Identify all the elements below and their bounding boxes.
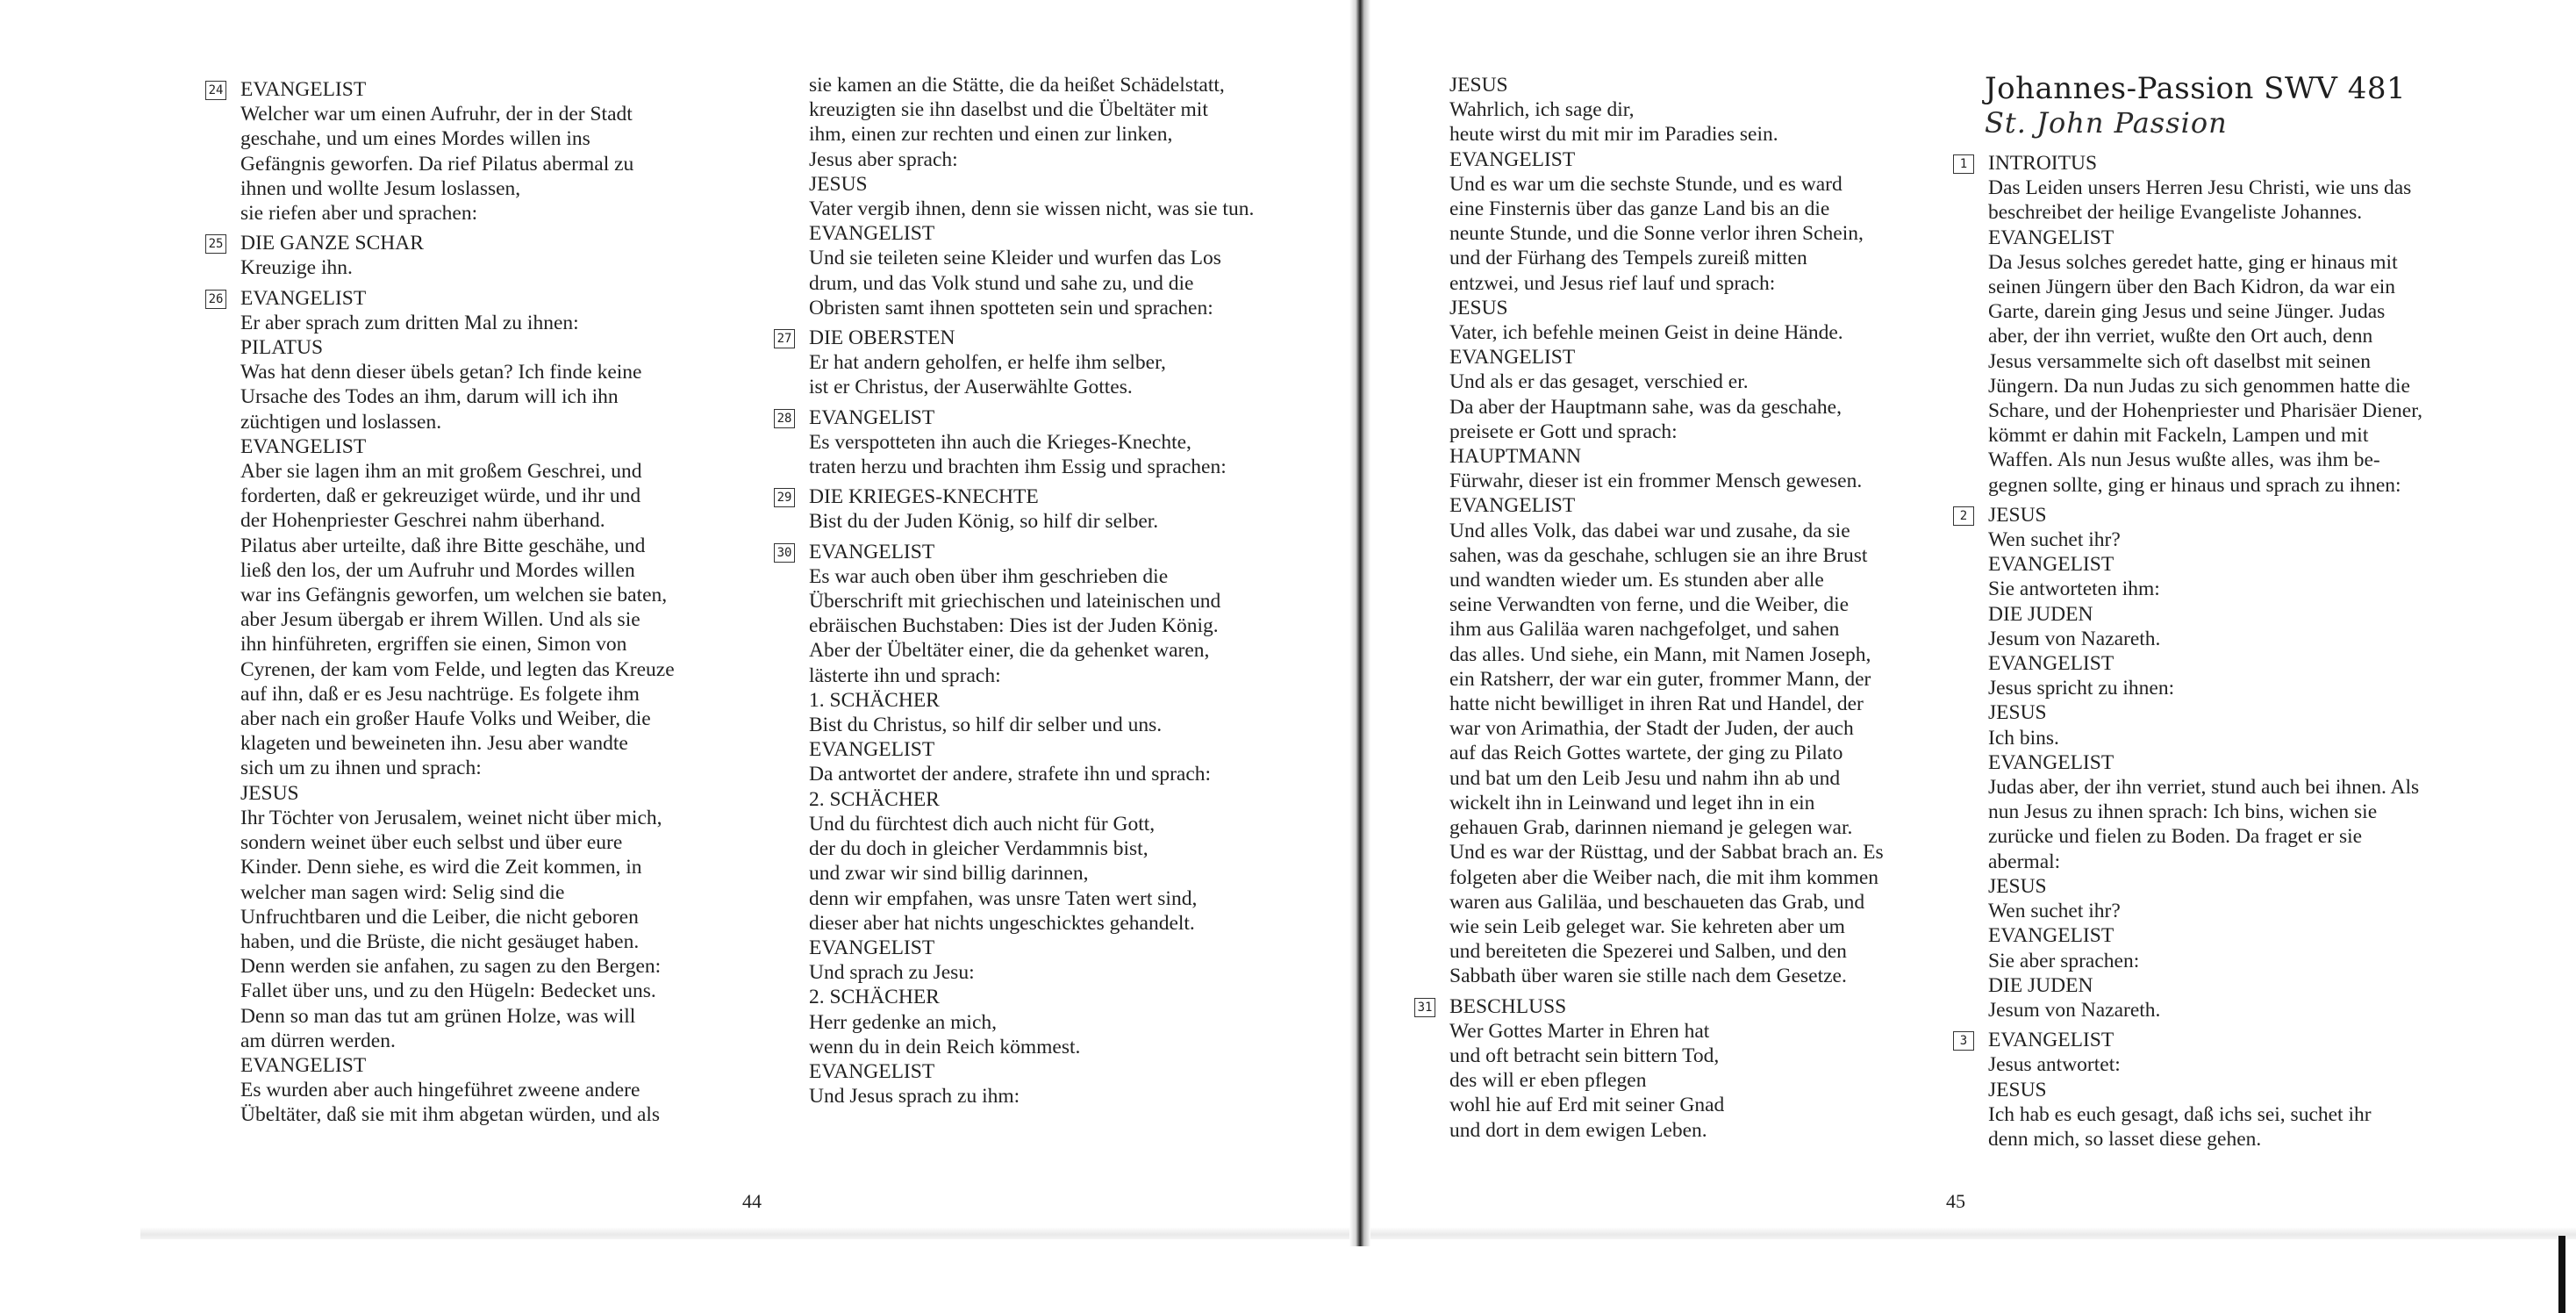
book-gutter (1349, 0, 1370, 1246)
text-line: Schare, und der Hohenpriester und Pharisäer Diener, (1988, 399, 2422, 423)
text-line: Garte, darein ging Jesus und seine Jünger. Judas (1988, 300, 2386, 324)
section-number-box: 24 (205, 81, 226, 100)
text-line: wenn du in dein Reich kömmest. (809, 1035, 1081, 1058)
text-line: Es wurden aber auch hingeführet zweene andere (240, 1079, 640, 1102)
text-line: Jesum von Nazareth. (1988, 998, 2161, 1022)
text-line: waren aus Galiläa, und beschaueten das Grab, und (1449, 890, 1865, 914)
text-line: wickelt ihn in Leinwand und leget ihn in ein (1449, 791, 1815, 814)
text-line: Wer Gottes Marter in Ehren hat (1449, 1019, 1710, 1043)
text-line: JESUS (809, 172, 868, 196)
text-line: EVANGELIST (809, 405, 935, 429)
section-number-box: 26 (205, 290, 226, 309)
text-line: kreuzigten sie ihn daselbst und die Übeltäter mit (809, 98, 1208, 122)
text-line: neunte Stunde, und die Sonne verlor ihren Schein, (1449, 222, 1864, 246)
text-line: ihm, einen zur rechten und einen zur linken, (809, 123, 1173, 147)
text-line: ihnen und wollte Jesum loslassen, (240, 176, 521, 200)
continuation-section (805, 73, 1306, 320)
text-line: Bist du der Juden König, so hilf dir selber. (809, 510, 1159, 534)
text-line: EVANGELIST (1449, 494, 1576, 518)
text-line: Da aber der Hauptmann sahe, was da geschahe, (1449, 395, 1842, 419)
section-number-box: 1 (1953, 154, 1974, 174)
text-line: war von Arimathia, der Stadt der Juden, der auch (1449, 717, 1854, 741)
numbered-section-29 (776, 484, 1306, 534)
text-line: der Hohenpriester Geschrei nahm überhand. (240, 509, 605, 533)
text-line: Da antwortet der andere, strafete ihn und sprach: (809, 763, 1212, 786)
text-line: Aber sie lagen ihm an mit großem Geschrei, und (240, 460, 642, 484)
text-line: JESUS (1988, 503, 2047, 527)
text-line: hatte nicht bewilliget in ihren Rat und Handel, der (1449, 692, 1864, 716)
text-line: EVANGELIST (1988, 652, 2114, 676)
text-line: sie riefen aber und sprachen: (240, 202, 478, 226)
text-line: JESUS (1988, 874, 2047, 898)
text-line: wie sein Leib geleget war. Sie kehreten aber um (1449, 915, 1845, 938)
text-line: und der Fürhang des Tempels zureiß mitten (1449, 247, 1807, 270)
text-line: EVANGELIST (240, 78, 367, 101)
text-line: Vater vergib ihnen, denn sie wissen nicht, was sie tun. (809, 197, 1255, 221)
section-number-box: 30 (774, 543, 795, 563)
numbered-section-24 (208, 77, 746, 226)
text-line: EVANGELIST (1988, 226, 2114, 249)
text-line: Jüngern. Da nun Judas zu sich genommen hatte die (1988, 374, 2410, 398)
text-line: EVANGELIST (1988, 553, 2114, 577)
text-line: ihm aus Galiläa waren nachgefolget, und sahen (1449, 618, 1840, 642)
text-line: aber nach ein großer Haufe Volks und Weiber, die (240, 707, 651, 731)
section-number-box: 2 (1953, 506, 1974, 526)
text-line: Vater, ich befehle meinen Geist in deine Hände. (1449, 321, 1843, 345)
text-line: Kreuzige ihn. (240, 256, 353, 280)
text-line: ist er Christus, der Auserwählte Gottes. (809, 376, 1133, 399)
text-line: Ich bins. (1988, 726, 2059, 750)
text-line: Er aber sprach zum dritten Mal zu ihnen: (240, 311, 579, 334)
text-line: forderten, daß er gekreuziget würde, und ihr und (240, 484, 641, 508)
text-line: nun Jesus zu ihnen sprach: Ich bins, wichen sie (1988, 800, 2378, 824)
scan-edge-mark (2558, 1236, 2565, 1313)
section-number-box: 27 (774, 329, 795, 348)
text-line: geschahe, und um eines Mordes willen ins (240, 127, 590, 151)
text-line: DIE JUDEN (1988, 973, 2093, 997)
text-line: welcher man sagen wird: Selig sind die (240, 880, 565, 904)
text-line: JESUS (1988, 701, 2047, 725)
text-line: wohl hie auf Erd mit seiner Gnad (1449, 1094, 1725, 1117)
text-line: DIE OBERSTEN (809, 326, 955, 350)
text-line: Und alles Volk, das dabei war und zusahe, da sie (1449, 519, 1850, 542)
text-line: Ihr Töchter von Jerusalem, weinet nicht über mich, (240, 806, 662, 829)
text-line: Kinder. Denn siehe, es wird die Zeit kommen, in (240, 856, 642, 879)
text-line: Und sprach zu Jesu: (809, 961, 975, 985)
text-line: ebräischen Buchstaben: Dies ist der Juden König. (809, 614, 1219, 638)
text-line: DIE KRIEGES-KNECHTE (809, 485, 1039, 509)
text-line: beschreibet der heilige Evangeliste Johannes. (1988, 201, 2363, 225)
text-line: EVANGELIST (809, 222, 935, 246)
text-line: traten herzu und brachten ihm Essig und sprachen: (809, 456, 1227, 479)
section-number-box: 31 (1414, 998, 1435, 1017)
text-line: das alles. Und siehe, ein Mann, mit Namen Joseph, (1449, 642, 1871, 666)
text-line: Wen suchet ihr? (1988, 900, 2121, 923)
right-page-column-2 (1959, 151, 2537, 1157)
text-line: am dürren werden. (240, 1029, 396, 1052)
text-line: Es verspotteten ihn auch die Krieges-Knechte, (809, 430, 1191, 454)
section-number-box: 3 (1953, 1031, 1974, 1051)
page-number-right: 45 (1946, 1190, 1965, 1212)
text-line: züchtigen und loslassen. (240, 410, 442, 434)
work-title: Johannes-Passion SWV 481 (1985, 71, 2407, 106)
text-line: DIE JUDEN (1988, 602, 2093, 626)
text-line: Das Leiden unsers Herren Jesu Christi, wie uns das (1988, 176, 2412, 200)
text-line: Sie antworteten ihm: (1988, 578, 2160, 601)
text-line: sahen, was da geschahe, schlugen sie an ihre Brust (1449, 543, 1868, 567)
text-line: auf ihn, daß er es Jesu nachtrüge. Es folgete ihm (240, 682, 640, 706)
text-line: 2. SCHÄCHER (809, 787, 940, 811)
text-line: HAUPTMANN (1449, 445, 1582, 469)
numbered-section-3 (1959, 1028, 2537, 1152)
text-line: denn mich, so lasset diese gehen. (1988, 1127, 2262, 1151)
text-line: der du doch in gleicher Verdammnis bist, (809, 837, 1148, 861)
section-number-box: 29 (774, 488, 795, 507)
text-line: ließ den los, der um Aufruhr und Mordes willen (240, 558, 635, 582)
text-line: Was hat denn dieser übels getan? Ich finde keine (240, 361, 642, 384)
text-line: dieser aber hat nichts ungeschicktes gehandelt. (809, 911, 1195, 935)
text-line: Es war auch oben über ihm geschrieben die (809, 564, 1169, 588)
text-line: EVANGELIST (809, 540, 935, 563)
text-line: Ursache des Todes an ihm, darum will ich ihn (240, 385, 619, 409)
numbered-section-1 (1959, 151, 2537, 498)
text-line: denn wir empfahen, was unsre Taten wert sind, (809, 886, 1198, 910)
text-line: EVANGELIST (240, 434, 367, 458)
text-line: Obristen samt ihnen spotteten sein und sprachen: (809, 296, 1213, 319)
text-line: DIE GANZE SCHAR (240, 232, 424, 255)
text-line: und wandten wieder um. Es stunden aber alle (1449, 569, 1824, 592)
text-line: aber Jesum übergab er ihrem Willen. Und als sie (240, 608, 640, 632)
text-line: Er hat andern geholfen, er helfe ihm selber, (809, 351, 1166, 375)
text-line: Bist du Christus, so hilf dir selber und uns. (809, 714, 1163, 737)
text-line: Sabbath über waren sie stille nach dem Gesetze. (1449, 965, 1847, 988)
text-line: Ich hab es euch gesagt, daß ichs sei, suchet ihr (1988, 1102, 2372, 1126)
text-line: folgeten aber die Weiber nach, die mit ihm kommen (1449, 865, 1879, 889)
text-line: JESUS (240, 781, 299, 805)
text-line: Jesus antwortet: (1988, 1053, 2121, 1077)
text-line: BESCHLUSS (1449, 994, 1567, 1018)
numbered-section-25 (208, 231, 746, 280)
text-line: Da Jesus solches geredet hatte, ging er hinaus mit (1988, 250, 2398, 274)
text-line: sie kamen an die Stätte, die da heißet Schädelstatt, (809, 74, 1225, 97)
text-line: und dort in dem ewigen Leben. (1449, 1118, 1707, 1142)
text-line: Überschrift mit griechischen und lateinischen und (809, 590, 1221, 613)
text-line: JESUS (1449, 296, 1508, 319)
text-line: EVANGELIST (809, 738, 935, 762)
text-line: seinen Jüngern über den Bach Kidron, da war ein (1988, 276, 2395, 299)
text-line: Waffen. Als nun Jesus wußte alles, was ihm be- (1988, 448, 2380, 472)
text-line: klageten und beweineten ihn. Jesu aber wandte (240, 732, 628, 756)
numbered-section-2 (1959, 503, 2537, 1022)
text-line: INTROITUS (1988, 152, 2098, 175)
text-line: Gefängnis geworfen. Da rief Pilatus abermal zu (240, 152, 634, 176)
text-line: haben, und die Brüste, die nicht gesäuget haben. (240, 929, 640, 953)
page-number-left: 44 (742, 1190, 762, 1212)
text-line: seine Verwandten von ferne, und die Weiber, die (1449, 593, 1850, 617)
text-line: lästerte ihn und sprach: (809, 664, 1001, 687)
text-line: und zwar wir sind billig darinnen, (809, 862, 1089, 886)
text-line: eine Finsternis über das ganze Land bis an die (1449, 197, 1830, 221)
continuation-section (1446, 73, 1955, 989)
text-line: und bat um den Leib Jesu und nahm ihn ab und (1449, 766, 1841, 790)
section-number-box: 25 (205, 234, 226, 254)
text-line: Cyrenen, der kam vom Felde, und legten das Kreuze (240, 657, 675, 681)
numbered-section-27 (776, 326, 1306, 400)
text-line: Pilatus aber urteilte, daß ihre Bitte geschähe, und (240, 534, 646, 557)
text-line: Fallet über uns, und zu den Hügeln: Bedecket uns. (240, 979, 656, 1003)
text-line: gehauen Grab, darinnen niemand je gelegen war. (1449, 816, 1853, 840)
text-line: und bereiteten die Spezerei und Salben, und den (1449, 940, 1847, 964)
text-line: EVANGELIST (1988, 924, 2114, 948)
text-line: 1. SCHÄCHER (809, 688, 940, 712)
text-line: Welcher war um einen Aufruhr, der in der Stadt (240, 103, 633, 126)
text-line: Judas aber, der ihn verriet, stund auch bei ihnen. Als (1988, 776, 2420, 800)
text-line: Jesus aber sprach: (809, 147, 958, 171)
text-line: ein Ratsherr, der war ein guter, frommer Mann, der (1449, 667, 1871, 691)
text-line: Unfruchtbaren und die Leiber, die nicht geboren (240, 905, 639, 929)
text-line: kömmt er dahin mit Fackeln, Lampen und mit (1988, 424, 2369, 448)
text-line: heute wirst du mit mir im Paradies sein. (1449, 123, 1778, 147)
text-line: Wen suchet ihr? (1988, 528, 2121, 552)
text-line: Übeltäter, daß sie mit ihm abgetan würden, und als (240, 1103, 661, 1127)
text-line: auf das Reich Gottes wartete, der ging zu Pilato (1449, 742, 1843, 765)
text-line: Und Jesus sprach zu ihm: (809, 1085, 1020, 1109)
text-line: preisete er Gott und sprach: (1449, 420, 1678, 443)
text-line: ihn hinführeten, ergriffen sie einen, Simon von (240, 633, 627, 656)
text-line: Herr gedenke an mich, (809, 1010, 998, 1034)
numbered-section-28 (776, 405, 1306, 480)
text-line: entzwei, und Jesus rief lauf und sprach: (1449, 271, 1776, 295)
text-line: sondern weinet über euch selbst und über eure (240, 831, 623, 855)
text-line: 2. SCHÄCHER (809, 986, 940, 1009)
text-line: abermal: (1988, 850, 2061, 873)
libretto-heading (1985, 72, 2546, 140)
text-line: sich um zu ihnen und sprach: (240, 757, 482, 780)
section-number-box: 28 (774, 409, 795, 428)
text-line: EVANGELIST (1988, 1029, 2114, 1052)
text-line: Und sie teileten seine Kleider und wurfen das Los (809, 247, 1221, 270)
text-line: Sie aber sprachen: (1988, 949, 2140, 972)
text-line: Denn werden sie anfahen, zu sagen zu den Bergen: (240, 955, 662, 979)
text-line: JESUS (1988, 1078, 2047, 1101)
text-line: Aber der Übeltäter einer, die da gehenket waren, (809, 639, 1210, 663)
numbered-section-26 (208, 286, 746, 1128)
text-line: zurücke und fielen zu Boden. Da fraget er sie (1988, 825, 2363, 849)
text-line: Und du fürchtest dich auch nicht für Gott, (809, 812, 1156, 836)
text-line: JESUS (1449, 74, 1508, 97)
text-line: EVANGELIST (240, 286, 367, 310)
text-line: EVANGELIST (809, 936, 935, 959)
text-line: EVANGELIST (240, 1053, 367, 1077)
work-subtitle: St. John Passion (1985, 106, 2228, 140)
text-line: gegnen sollte, ging er hinaus und sprach zu ihnen: (1988, 473, 2401, 497)
text-line: Und es war der Rüsttag, und der Sabbat brach an. Es (1449, 841, 1884, 865)
left-page-column-2 (776, 73, 1306, 1114)
numbered-section-31 (1417, 994, 1955, 1143)
text-line: EVANGELIST (1449, 346, 1576, 370)
text-line: aber, der ihn verriet, wußte den Ort auch, denn (1988, 325, 2373, 348)
text-line: Jesus versammelte sich oft daselbst mit seinen (1988, 349, 2371, 373)
text-line: war ins Gefängnis geworfen, um welchen sie baten, (240, 584, 668, 607)
text-line: und oft betracht sein bittern Tod, (1449, 1044, 1720, 1067)
text-line: EVANGELIST (809, 1059, 935, 1083)
text-line: drum, und das Volk stund und sahe zu, und die (809, 271, 1194, 295)
text-line: Und es war um die sechste Stunde, und es ward (1449, 172, 1843, 196)
text-line: PILATUS (240, 336, 324, 360)
text-line: Denn so man das tut am grünen Holze, was will (240, 1004, 636, 1028)
text-line: Wahrlich, ich sage dir, (1449, 98, 1635, 122)
left-page-column-1 (208, 77, 746, 1133)
text-line: Jesus spricht zu ihnen: (1988, 677, 2175, 700)
text-line: Fürwahr, dieser ist ein frommer Mensch gewesen. (1449, 470, 1863, 493)
text-line: EVANGELIST (1449, 147, 1576, 171)
text-line: Und als er das gesaget, verschied er. (1449, 370, 1749, 394)
text-line: EVANGELIST (1988, 750, 2114, 774)
right-page-column-1 (1417, 73, 1955, 1148)
text-line: des will er eben pflegen (1449, 1069, 1647, 1093)
text-line: Jesum von Nazareth. (1988, 627, 2161, 650)
numbered-section-30 (776, 540, 1306, 1109)
